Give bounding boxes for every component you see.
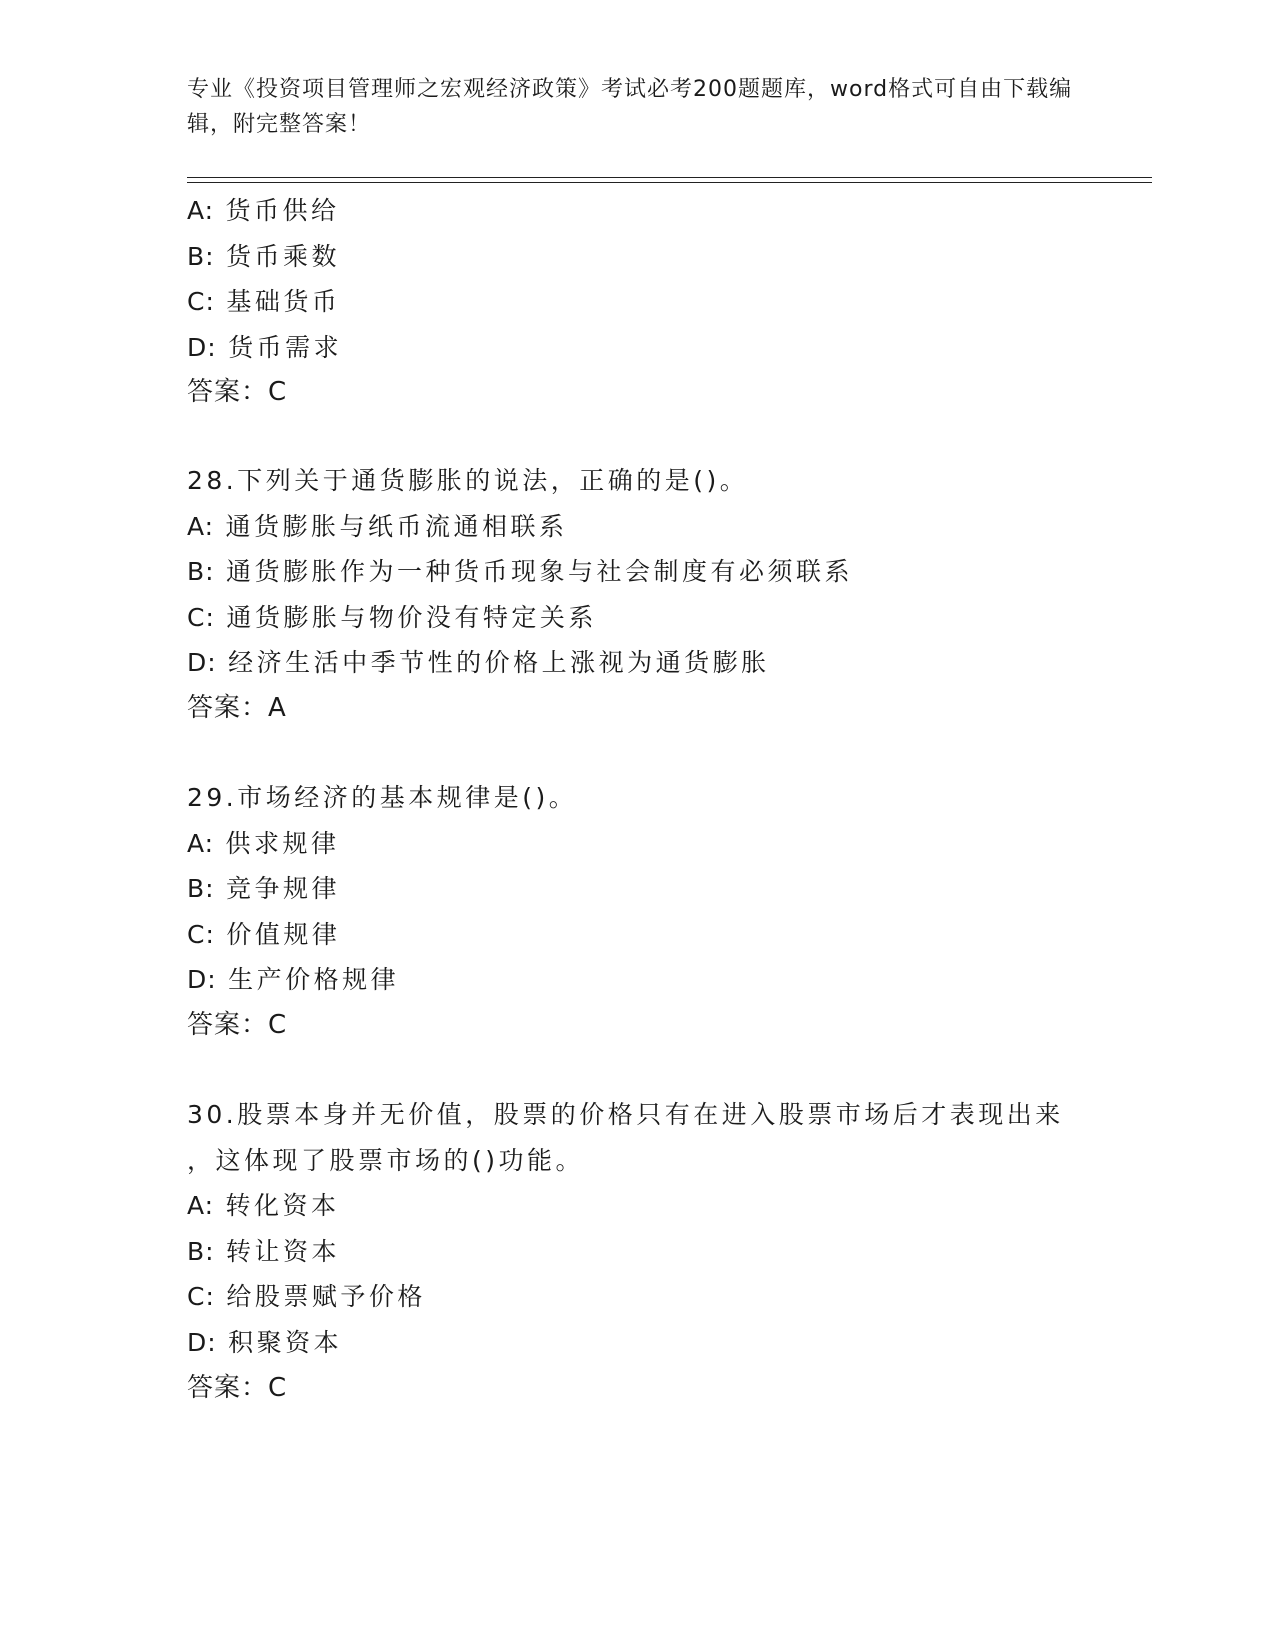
- option-a: A: 转化资本: [187, 1191, 340, 1221]
- option-b: B: 竞争规律: [187, 874, 341, 904]
- option-c: C: 价值规律: [187, 919, 341, 949]
- option-c: C: 基础货币: [187, 287, 341, 317]
- question-30: [187, 1092, 1147, 1411]
- answer: 答案：C: [187, 1372, 288, 1403]
- option-d: D: 经济生活中季节性的价格上涨视为通货膨胀: [187, 648, 770, 678]
- header-text: 专业《投资项目管理师之宏观经济政策》考试必考200题题库，word格式可自由下载编辑，附完整答案！: [187, 77, 1073, 137]
- option-a: A: 供求规律: [187, 828, 340, 858]
- answer: 答案：C: [187, 377, 288, 408]
- option-d: D: 积聚资本: [187, 1327, 343, 1357]
- option-c: C: 通货膨胀与物价没有特定关系: [187, 602, 597, 632]
- question-29: [187, 775, 1147, 1049]
- question-text: 29.市场经济的基本规律是()。: [187, 783, 578, 812]
- option-b: B: 通货膨胀作为一种货币现象与社会制度有必须联系: [187, 557, 854, 587]
- header-rule-bottom: [187, 182, 1152, 183]
- answer: 答案：A: [187, 692, 287, 723]
- question-text-line-2: ，这体现了股票市场的()功能。: [187, 1145, 585, 1175]
- option-d: D: 生产价格规律: [187, 965, 400, 995]
- option-a: A: 货币供给: [187, 196, 340, 225]
- option-a: A: 通货膨胀与纸币流通相联系: [187, 511, 568, 541]
- option-d: D: 货币需求: [187, 332, 343, 362]
- option-c: C: 给股票赋予价格: [187, 1282, 426, 1312]
- answer: 答案：C: [187, 1009, 288, 1040]
- document-header: [187, 72, 1087, 142]
- option-b: B: 转让资本: [187, 1236, 341, 1266]
- header-rule-top: [187, 177, 1152, 178]
- question-text-line-1: 30.股票本身并无价值，股票的价格只有在进入股票市场后才表现出来: [187, 1100, 1064, 1129]
- question-text: 28.下列关于通货膨胀的说法，正确的是()。: [187, 466, 749, 495]
- question-28: [187, 458, 1147, 732]
- option-b: B: 货币乘数: [187, 241, 341, 271]
- question-27: [187, 188, 1147, 416]
